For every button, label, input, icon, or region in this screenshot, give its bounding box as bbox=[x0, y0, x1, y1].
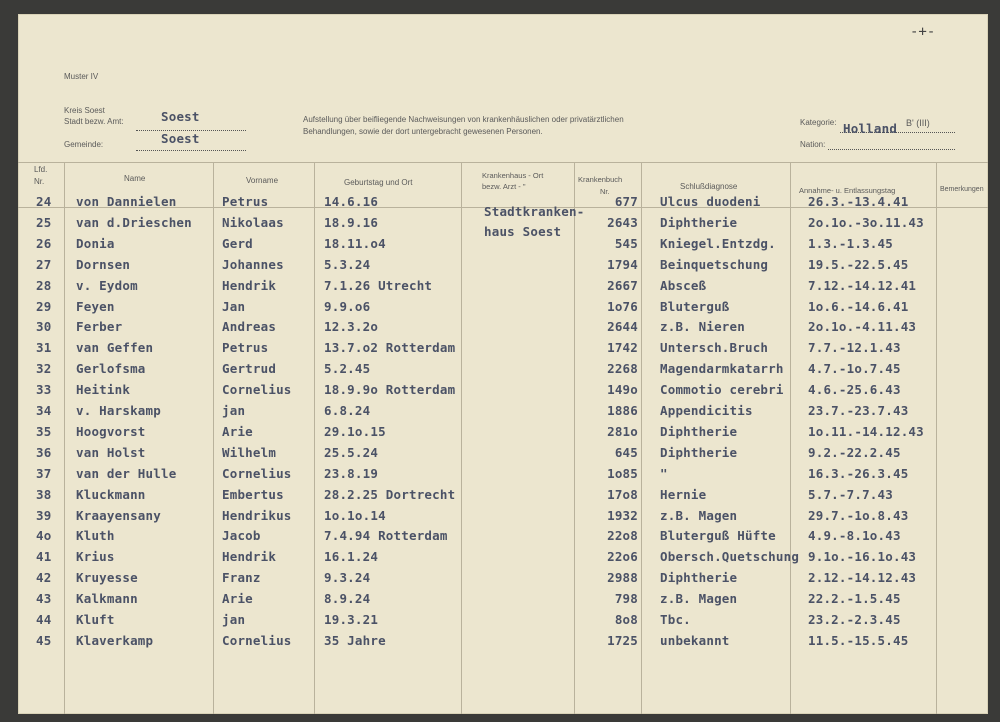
row-vorname: Cornelius bbox=[222, 465, 292, 481]
table-row bbox=[18, 424, 988, 445]
table-row bbox=[18, 236, 988, 257]
row-geburt: 13.7.o2 Rotterdam bbox=[324, 340, 456, 356]
row-nr: 41 bbox=[36, 549, 52, 565]
row-name: van d.Drieschen bbox=[76, 214, 192, 230]
row-tage: 23.2.-2.3.45 bbox=[808, 612, 901, 627]
table-row bbox=[18, 361, 988, 382]
row-nr: 42 bbox=[36, 570, 52, 586]
row-tage: 7.12.-14.12.41 bbox=[808, 277, 917, 293]
row-krankenbuch: 1886 bbox=[607, 403, 638, 418]
row-krankenbuch: 17o8 bbox=[607, 486, 638, 502]
row-nr: 35 bbox=[36, 423, 52, 439]
row-name: Kluft bbox=[76, 612, 115, 627]
row-geburt: 8.9.24 bbox=[324, 591, 371, 607]
row-tage: 2.12.-14.12.43 bbox=[808, 570, 917, 586]
row-nr: 32 bbox=[36, 361, 52, 377]
row-name: Donia bbox=[76, 235, 115, 251]
row-tage: 11.5.-15.5.45 bbox=[808, 632, 909, 648]
row-nr: 26 bbox=[36, 235, 52, 251]
row-tage: 2o.1o.-4.11.43 bbox=[808, 319, 917, 335]
row-diagnose: Tbc. bbox=[660, 612, 691, 627]
row-geburt: 7.4.94 Rotterdam bbox=[324, 528, 448, 544]
hospital-line-1: Stadtkranken- bbox=[484, 204, 585, 219]
row-geburt: 28.2.25 Dortrecht bbox=[324, 486, 456, 502]
header-name: Name bbox=[124, 174, 146, 183]
row-krankenbuch: 798 bbox=[614, 591, 638, 607]
row-nr: 30 bbox=[36, 319, 52, 335]
row-diagnose: Bluterguß Hüfte bbox=[660, 528, 776, 544]
header-krankenbuch-nr: Nr. bbox=[600, 187, 610, 196]
kategorie-value: Holland bbox=[843, 121, 898, 136]
row-diagnose: Diphtherie bbox=[660, 444, 738, 460]
row-krankenbuch: 149o bbox=[607, 382, 638, 398]
row-nr: 33 bbox=[36, 382, 52, 398]
hospital-line-2: haus Soest bbox=[484, 224, 562, 239]
row-diagnose: z.B. Nieren bbox=[660, 319, 745, 335]
row-diagnose: Absceß bbox=[660, 277, 707, 293]
row-krankenbuch: 545 bbox=[614, 235, 638, 251]
row-diagnose: Diphtherie bbox=[660, 214, 738, 230]
muster-label: Muster IV bbox=[64, 72, 99, 81]
row-krankenbuch: 1742 bbox=[607, 340, 638, 356]
table-row bbox=[18, 570, 988, 591]
row-krankenbuch: 1o85 bbox=[607, 465, 638, 481]
row-geburt: 18.9.9o Rotterdam bbox=[324, 382, 456, 398]
row-krankenbuch: 2643 bbox=[607, 214, 638, 230]
row-diagnose: unbekannt bbox=[660, 632, 730, 648]
row-geburt: 18.9.16 bbox=[324, 214, 379, 230]
row-diagnose: Untersch.Bruch bbox=[660, 340, 769, 356]
row-tage: 4.6.-25.6.43 bbox=[808, 382, 901, 398]
row-nr: 24 bbox=[36, 194, 52, 209]
row-krankenbuch: 2667 bbox=[607, 277, 638, 293]
row-diagnose: z.B. Magen bbox=[660, 591, 738, 607]
row-geburt: 5.2.45 bbox=[324, 361, 371, 377]
corner-mark: -+- bbox=[910, 24, 936, 40]
table-row bbox=[18, 508, 988, 529]
table-row bbox=[18, 633, 988, 654]
header-lfd-nr: Nr. bbox=[34, 177, 45, 186]
row-diagnose: Magendarmkatarrh bbox=[660, 361, 784, 377]
row-geburt: 19.3.21 bbox=[324, 612, 379, 627]
row-tage: 22.2.-1.5.45 bbox=[808, 591, 901, 607]
row-vorname: Jacob bbox=[222, 528, 261, 544]
row-nr: 31 bbox=[36, 340, 52, 356]
header-krankenbuch: Krankenbuch bbox=[578, 175, 623, 184]
gemeinde-value: Soest bbox=[161, 131, 200, 146]
row-name: Dornsen bbox=[76, 256, 131, 272]
row-vorname: Johannes bbox=[222, 256, 284, 272]
row-name: v. Harskamp bbox=[76, 403, 161, 418]
row-diagnose: Beinquetschung bbox=[660, 256, 769, 272]
stadt-value: Soest bbox=[161, 109, 200, 124]
row-vorname: Petrus bbox=[222, 340, 269, 356]
header-krankenhaus: Krankenhaus - Ort bbox=[482, 171, 544, 180]
row-vorname: Cornelius bbox=[222, 382, 292, 398]
row-name: van Geffen bbox=[76, 340, 154, 356]
nation-label: Nation: bbox=[800, 140, 826, 149]
row-vorname: Gerd bbox=[222, 235, 253, 251]
row-geburt: 29.1o.15 bbox=[324, 423, 386, 439]
table-row bbox=[18, 340, 988, 361]
kategorie-label: Kategorie: bbox=[800, 118, 837, 127]
row-nr: 28 bbox=[36, 277, 52, 293]
row-krankenbuch: 281o bbox=[607, 423, 638, 439]
row-vorname: Embertus bbox=[222, 486, 284, 502]
row-diagnose: Diphtherie bbox=[660, 423, 738, 439]
row-krankenbuch: 8o8 bbox=[614, 612, 638, 627]
row-diagnose: Commotio cerebri bbox=[660, 382, 784, 398]
row-name: Hoogvorst bbox=[76, 423, 146, 439]
row-geburt: 14.6.16 bbox=[324, 194, 379, 209]
gemeinde-dotline bbox=[136, 150, 246, 151]
row-geburt: 35 Jahre bbox=[324, 632, 386, 648]
row-krankenbuch: 1o76 bbox=[607, 298, 638, 314]
row-krankenbuch: 2988 bbox=[607, 570, 638, 586]
table-row bbox=[18, 299, 988, 320]
header-diagnose: Schlußdiagnose bbox=[680, 182, 738, 191]
header-arzt: bezw. Arzt - " bbox=[482, 182, 526, 191]
row-tage: 29.7.-1o.8.43 bbox=[808, 507, 909, 523]
row-tage: 26.3.-13.4.41 bbox=[808, 194, 909, 209]
row-geburt: 25.5.24 bbox=[324, 444, 379, 460]
kategorie-extra: B' (III) bbox=[906, 118, 930, 128]
row-tage: 9.2.-22.2.45 bbox=[808, 444, 901, 460]
row-diagnose: Appendicitis bbox=[660, 403, 753, 418]
description-line-2: Behandlungen, sowie der dort untergebracht gewesenen Personen. bbox=[303, 127, 543, 136]
row-vorname: Petrus bbox=[222, 194, 269, 209]
row-tage: 4.9.-8.1o.43 bbox=[808, 528, 901, 544]
table-row bbox=[18, 612, 988, 633]
row-vorname: Jan bbox=[222, 298, 246, 314]
row-geburt: 6.8.24 bbox=[324, 403, 371, 418]
row-nr: 45 bbox=[36, 632, 52, 648]
row-vorname: Hendrik bbox=[222, 549, 277, 565]
row-name: Gerlofsma bbox=[76, 361, 146, 377]
row-nr: 4o bbox=[36, 528, 52, 544]
header-vorname: Vorname bbox=[246, 176, 279, 185]
row-diagnose: Diphtherie bbox=[660, 570, 738, 586]
header-lfd: Lfd. bbox=[34, 165, 48, 174]
row-tage: 1.3.-1.3.45 bbox=[808, 235, 893, 251]
row-geburt: 18.11.o4 bbox=[324, 235, 386, 251]
table-row bbox=[18, 528, 988, 549]
table-row bbox=[18, 487, 988, 508]
row-geburt: 7.1.26 Utrecht bbox=[324, 277, 433, 293]
row-geburt: 16.1.24 bbox=[324, 549, 379, 565]
table-row bbox=[18, 549, 988, 570]
gemeinde-label: Gemeinde: bbox=[64, 140, 104, 149]
row-name: Kluth bbox=[76, 528, 115, 544]
row-vorname: Nikolaas bbox=[222, 214, 284, 230]
row-krankenbuch: 1725 bbox=[607, 632, 638, 648]
header-geburt: Geburtstag und Ort bbox=[344, 178, 413, 187]
kreis-label: Kreis Soest bbox=[64, 106, 105, 115]
row-vorname: Gertrud bbox=[222, 361, 277, 377]
row-name: Kluckmann bbox=[76, 486, 146, 502]
row-vorname: Arie bbox=[222, 591, 253, 607]
row-nr: 37 bbox=[36, 465, 52, 481]
row-tage: 4.7.-1o.7.45 bbox=[808, 361, 901, 377]
header-aufnahme: Annahme- u. Entlassungstag bbox=[799, 186, 896, 195]
row-nr: 36 bbox=[36, 444, 52, 460]
row-diagnose: " bbox=[660, 465, 668, 481]
row-name: Kruyesse bbox=[76, 570, 138, 586]
row-name: Kraayensany bbox=[76, 507, 161, 523]
row-nr: 29 bbox=[36, 298, 52, 314]
row-nr: 44 bbox=[36, 612, 52, 627]
row-krankenbuch: 1794 bbox=[607, 256, 638, 272]
row-name: Feyen bbox=[76, 298, 115, 314]
row-name: van Holst bbox=[76, 444, 146, 460]
table-row bbox=[18, 466, 988, 487]
row-tage: 1o.6.-14.6.41 bbox=[808, 298, 909, 314]
row-krankenbuch: 22o8 bbox=[607, 528, 638, 544]
row-vorname: Arie bbox=[222, 423, 253, 439]
row-geburt: 23.8.19 bbox=[324, 465, 379, 481]
row-geburt: 5.3.24 bbox=[324, 256, 371, 272]
description-line-1: Aufstellung über beifliegende Nachweisungen von krankenhäuslichen oder privatärztlichen bbox=[303, 115, 624, 124]
table-row bbox=[18, 319, 988, 340]
row-name: v. Eydom bbox=[76, 277, 138, 293]
row-krankenbuch: 2644 bbox=[607, 319, 638, 335]
row-nr: 27 bbox=[36, 256, 52, 272]
row-diagnose: Bluterguß bbox=[660, 298, 730, 314]
row-geburt: 1o.1o.14 bbox=[324, 507, 386, 523]
row-vorname: Hendrik bbox=[222, 277, 277, 293]
row-nr: 39 bbox=[36, 507, 52, 523]
table-row bbox=[18, 278, 988, 299]
row-tage: 5.7.-7.7.43 bbox=[808, 486, 893, 502]
row-name: Ferber bbox=[76, 319, 123, 335]
row-vorname: jan bbox=[222, 612, 246, 627]
table-row bbox=[18, 445, 988, 466]
row-diagnose: Hernie bbox=[660, 486, 707, 502]
row-vorname: Hendrikus bbox=[222, 507, 292, 523]
row-name: von Dannielen bbox=[76, 194, 177, 209]
row-diagnose: Obersch.Quetschung bbox=[660, 549, 800, 565]
row-krankenbuch: 645 bbox=[614, 444, 638, 460]
row-name: van der Hulle bbox=[76, 465, 177, 481]
row-vorname: Wilhelm bbox=[222, 444, 277, 460]
table-row bbox=[18, 257, 988, 278]
row-name: Kalkmann bbox=[76, 591, 138, 607]
row-tage: 2o.1o.-3o.11.43 bbox=[808, 214, 924, 230]
row-diagnose: z.B. Magen bbox=[660, 507, 738, 523]
table-row bbox=[18, 591, 988, 612]
header-bemerkung: Bemerkungen bbox=[940, 186, 984, 193]
row-tage: 9.1o.-16.1o.43 bbox=[808, 549, 917, 565]
row-diagnose: Kniegel.Entzdg. bbox=[660, 235, 776, 251]
row-geburt: 9.3.24 bbox=[324, 570, 371, 586]
row-nr: 38 bbox=[36, 486, 52, 502]
row-vorname: Franz bbox=[222, 570, 261, 586]
table-row bbox=[18, 382, 988, 403]
row-tage: 7.7.-12.1.43 bbox=[808, 340, 901, 356]
row-name: Krius bbox=[76, 549, 115, 565]
table-row bbox=[18, 194, 988, 215]
row-tage: 1o.11.-14.12.43 bbox=[808, 423, 924, 439]
table-row bbox=[18, 403, 988, 424]
row-krankenbuch: 22o6 bbox=[607, 549, 638, 565]
nation-dotline bbox=[828, 149, 955, 150]
row-vorname: Andreas bbox=[222, 319, 277, 335]
row-nr: 25 bbox=[36, 214, 52, 230]
row-nr: 34 bbox=[36, 403, 52, 418]
row-name: Heitink bbox=[76, 382, 131, 398]
row-tage: 23.7.-23.7.43 bbox=[808, 403, 909, 418]
row-nr: 43 bbox=[36, 591, 52, 607]
table-row bbox=[18, 215, 988, 236]
row-vorname: Cornelius bbox=[222, 632, 292, 648]
row-krankenbuch: 2268 bbox=[607, 361, 638, 377]
stadt-label: Stadt bezw. Amt: bbox=[64, 117, 124, 126]
row-diagnose: Ulcus duodeni bbox=[660, 194, 761, 209]
table-top-rule bbox=[18, 162, 988, 163]
row-name: Klaverkamp bbox=[76, 632, 154, 648]
row-tage: 16.3.-26.3.45 bbox=[808, 465, 909, 481]
row-tage: 19.5.-22.5.45 bbox=[808, 256, 909, 272]
form-sheet bbox=[18, 14, 988, 714]
row-geburt: 12.3.2o bbox=[324, 319, 379, 335]
row-vorname: jan bbox=[222, 403, 246, 418]
row-krankenbuch: 1932 bbox=[607, 507, 638, 523]
row-krankenbuch: 677 bbox=[614, 194, 638, 209]
row-geburt: 9.9.o6 bbox=[324, 298, 371, 314]
